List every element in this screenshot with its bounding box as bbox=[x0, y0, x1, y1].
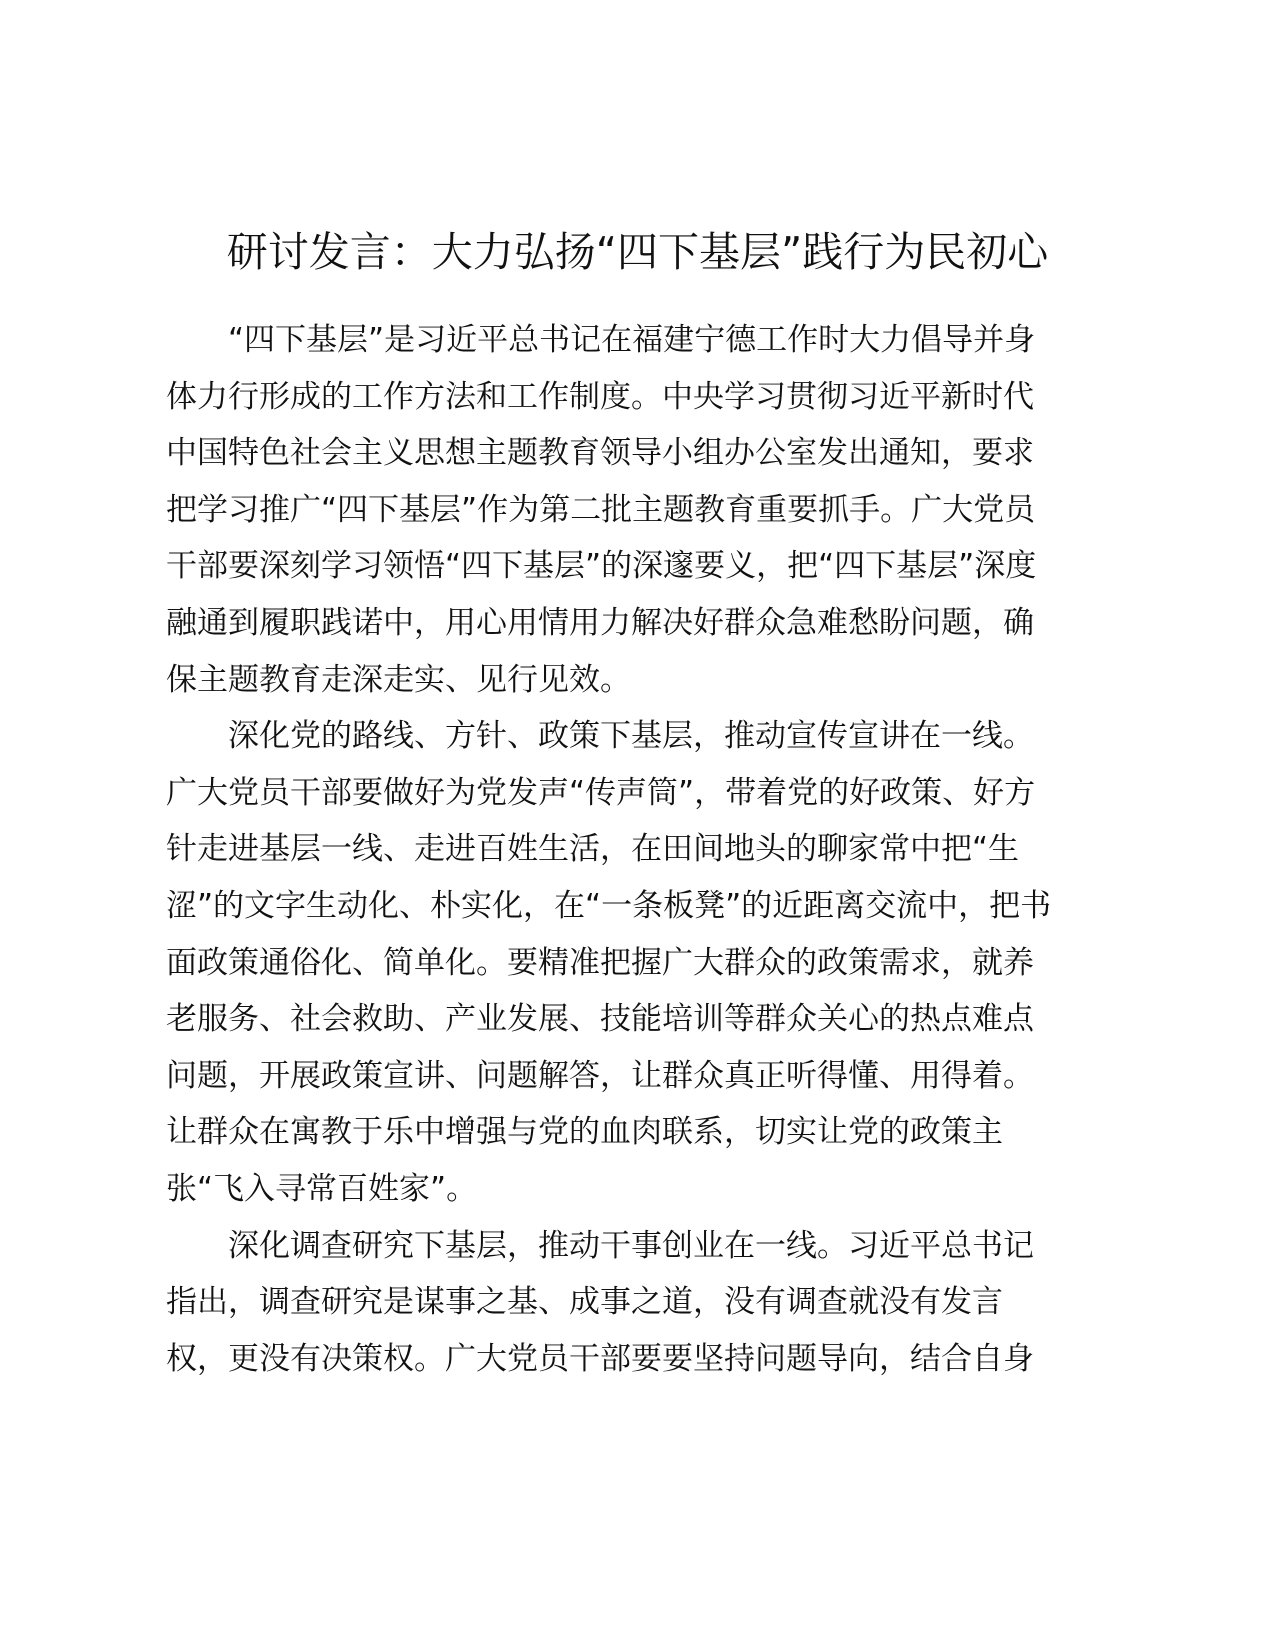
paragraph-intro bbox=[166, 312, 1126, 708]
text-line: 针走进基层一线、走进百姓生活，在田间地头的聊家常中把“生 bbox=[166, 831, 1020, 868]
text-line: 指出，调查研究是谋事之基、成事之道，没有调查就没有发言 bbox=[166, 1284, 1003, 1321]
text-line: 深化党的路线、方针、政策下基层，推动宣传宣讲在一线。 bbox=[228, 718, 1034, 755]
text-line: 中国特色社会主义思想主题教育领导小组办公室发出通知，要求 bbox=[166, 435, 1034, 472]
paragraph-policy bbox=[166, 708, 1126, 1217]
text-line: 广大党员干部要做好为党发声“传声筒”，带着党的好政策、好方 bbox=[166, 774, 1036, 811]
text-line: 权，更没有决策权。广大党员干部要要坚持问题导向，结合自身 bbox=[166, 1340, 1034, 1377]
text-line: 保主题教育走深走实、见行见效。 bbox=[166, 661, 631, 698]
text-line: 张“飞入寻常百姓家”。 bbox=[166, 1170, 478, 1207]
document-body bbox=[166, 312, 1126, 1387]
text-line: 涩”的文字生动化、朴实化，在“一条板凳”的近距离交流中，把书 bbox=[166, 887, 1052, 924]
text-line: “四下基层”是习近平总书记在福建宁德工作时大力倡导并身 bbox=[228, 322, 1036, 358]
text-line: 面政策通俗化、简单化。要精准把握广大群众的政策需求，就养 bbox=[166, 944, 1034, 981]
text-line: 深化调查研究下基层，推动干事创业在一线。习近平总书记 bbox=[228, 1227, 1034, 1264]
text-line: 把学习推广“四下基层”作为第二批主题教育重要抓手。广大党员 bbox=[166, 491, 1036, 528]
text-line: 体力行形成的工作方法和工作制度。中央学习贯彻习近平新时代 bbox=[166, 378, 1034, 415]
document-title: 研讨发言：大力弘扬“四下基层”践行为民初心 bbox=[226, 228, 1049, 276]
text-line: 干部要深刻学习领悟“四下基层”的深邃要义，把“四下基层”深度 bbox=[166, 548, 1037, 585]
text-line: 让群众在寓教于乐中增强与党的血肉联系，切实让党的政策主 bbox=[166, 1114, 1003, 1151]
text-line: 老服务、社会救助、产业发展、技能培训等群众关心的热点难点 bbox=[166, 1001, 1034, 1038]
text-line: 融通到履职践诺中，用心用情用力解决好群众急难愁盼问题，确 bbox=[166, 604, 1034, 641]
paragraph-research bbox=[166, 1218, 1126, 1388]
text-line: 问题，开展政策宣讲、问题解答，让群众真正听得懂、用得着。 bbox=[166, 1057, 1034, 1094]
